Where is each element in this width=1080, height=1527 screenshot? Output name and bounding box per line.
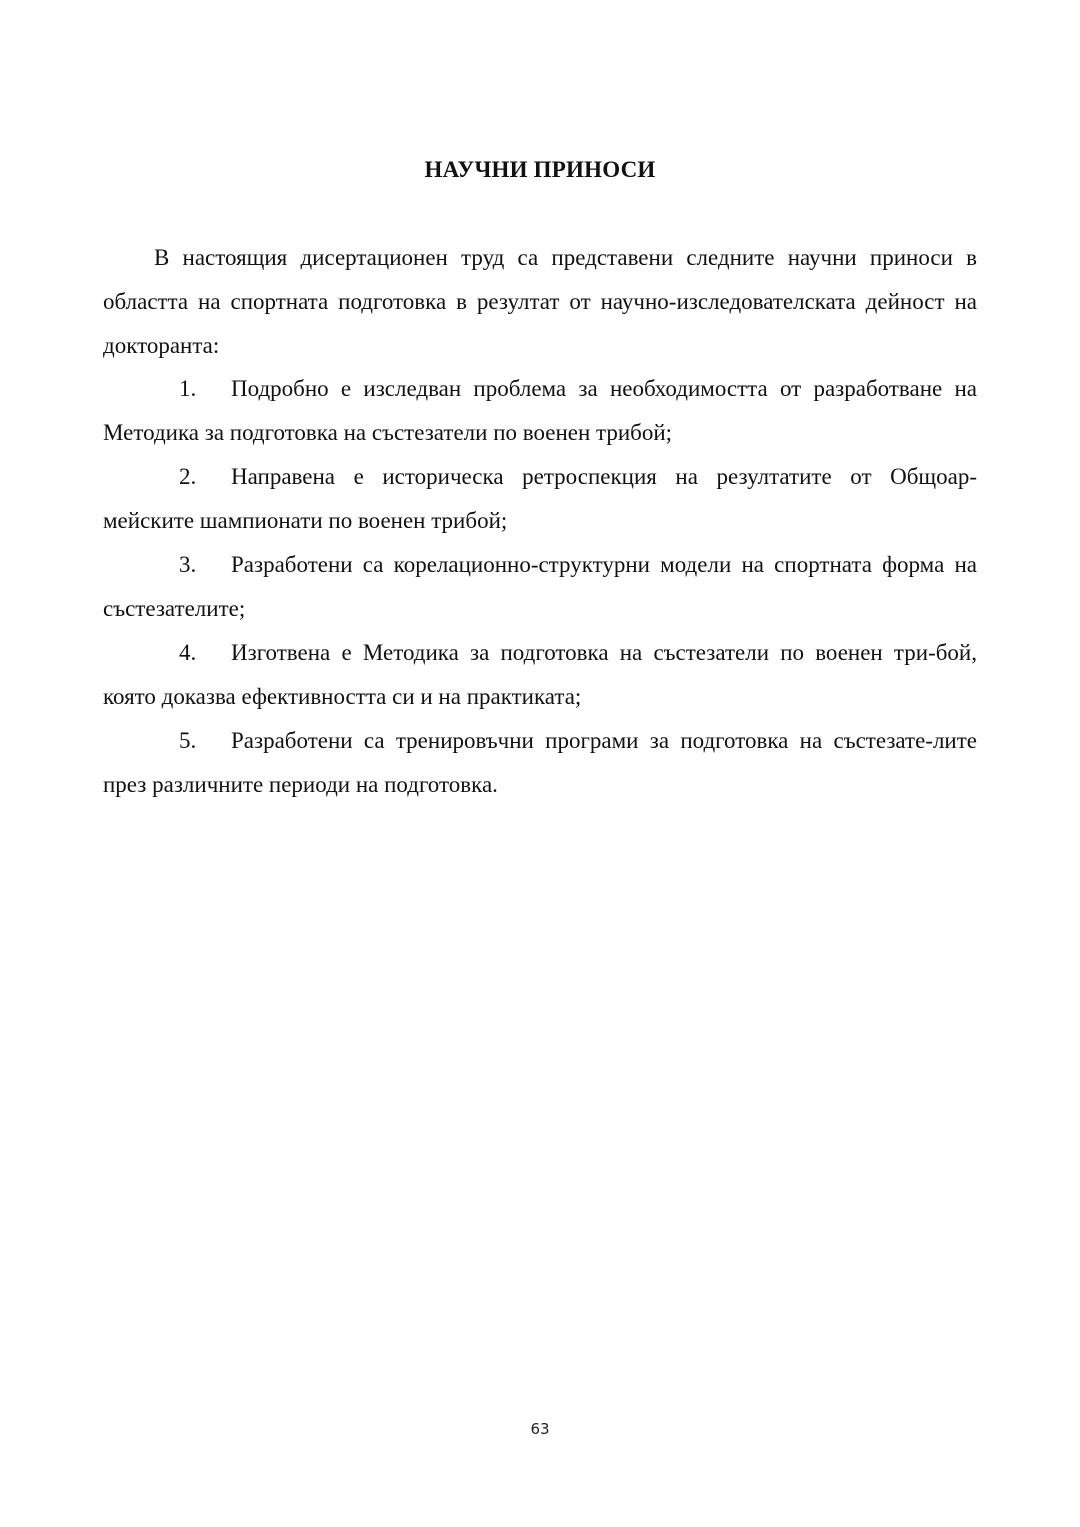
list-item [103, 543, 977, 631]
intro-paragraph: В настоящия дисертационен труд са представени следните научни приноси в областта на спортната подготовка в резултат от научно-изследователската дейност на докторанта: [103, 245, 977, 358]
list-item-text: Направена е историческа ретроспекция на резултатите от Общоар-мейските шампионати по военен трибой; [103, 464, 977, 533]
list-item-number: 1. [179, 376, 197, 401]
page-number: 63 [530, 1420, 550, 1438]
list-item-text: Подробно е изследван проблема за необходимостта от разработване на Методика за подготовка на състезатели по военен трибой; [103, 376, 977, 445]
list-item-number: 4. [179, 640, 197, 665]
list-item [103, 631, 977, 719]
list-item-number: 3. [179, 552, 197, 577]
list-item-number: 2. [179, 464, 197, 489]
contributions-list [103, 367, 977, 807]
list-item-number: 5. [179, 728, 197, 753]
list-item-text: Изготвена е Методика за подготовка на състезатели по военен три-бой, която доказва ефективността си и на практиката; [103, 640, 977, 709]
list-item [103, 719, 977, 807]
list-item-text: Разработени са тренировъчни програми за подготовка на състезате-лите през различните периоди на подготовка. [103, 728, 977, 797]
page-title: НАУЧНИ ПРИНОСИ [424, 157, 656, 182]
list-item [103, 455, 977, 543]
list-item-text: Разработени са корелационно-структурни модели на спортната форма на състезателите; [103, 552, 977, 621]
list-item [103, 367, 977, 455]
